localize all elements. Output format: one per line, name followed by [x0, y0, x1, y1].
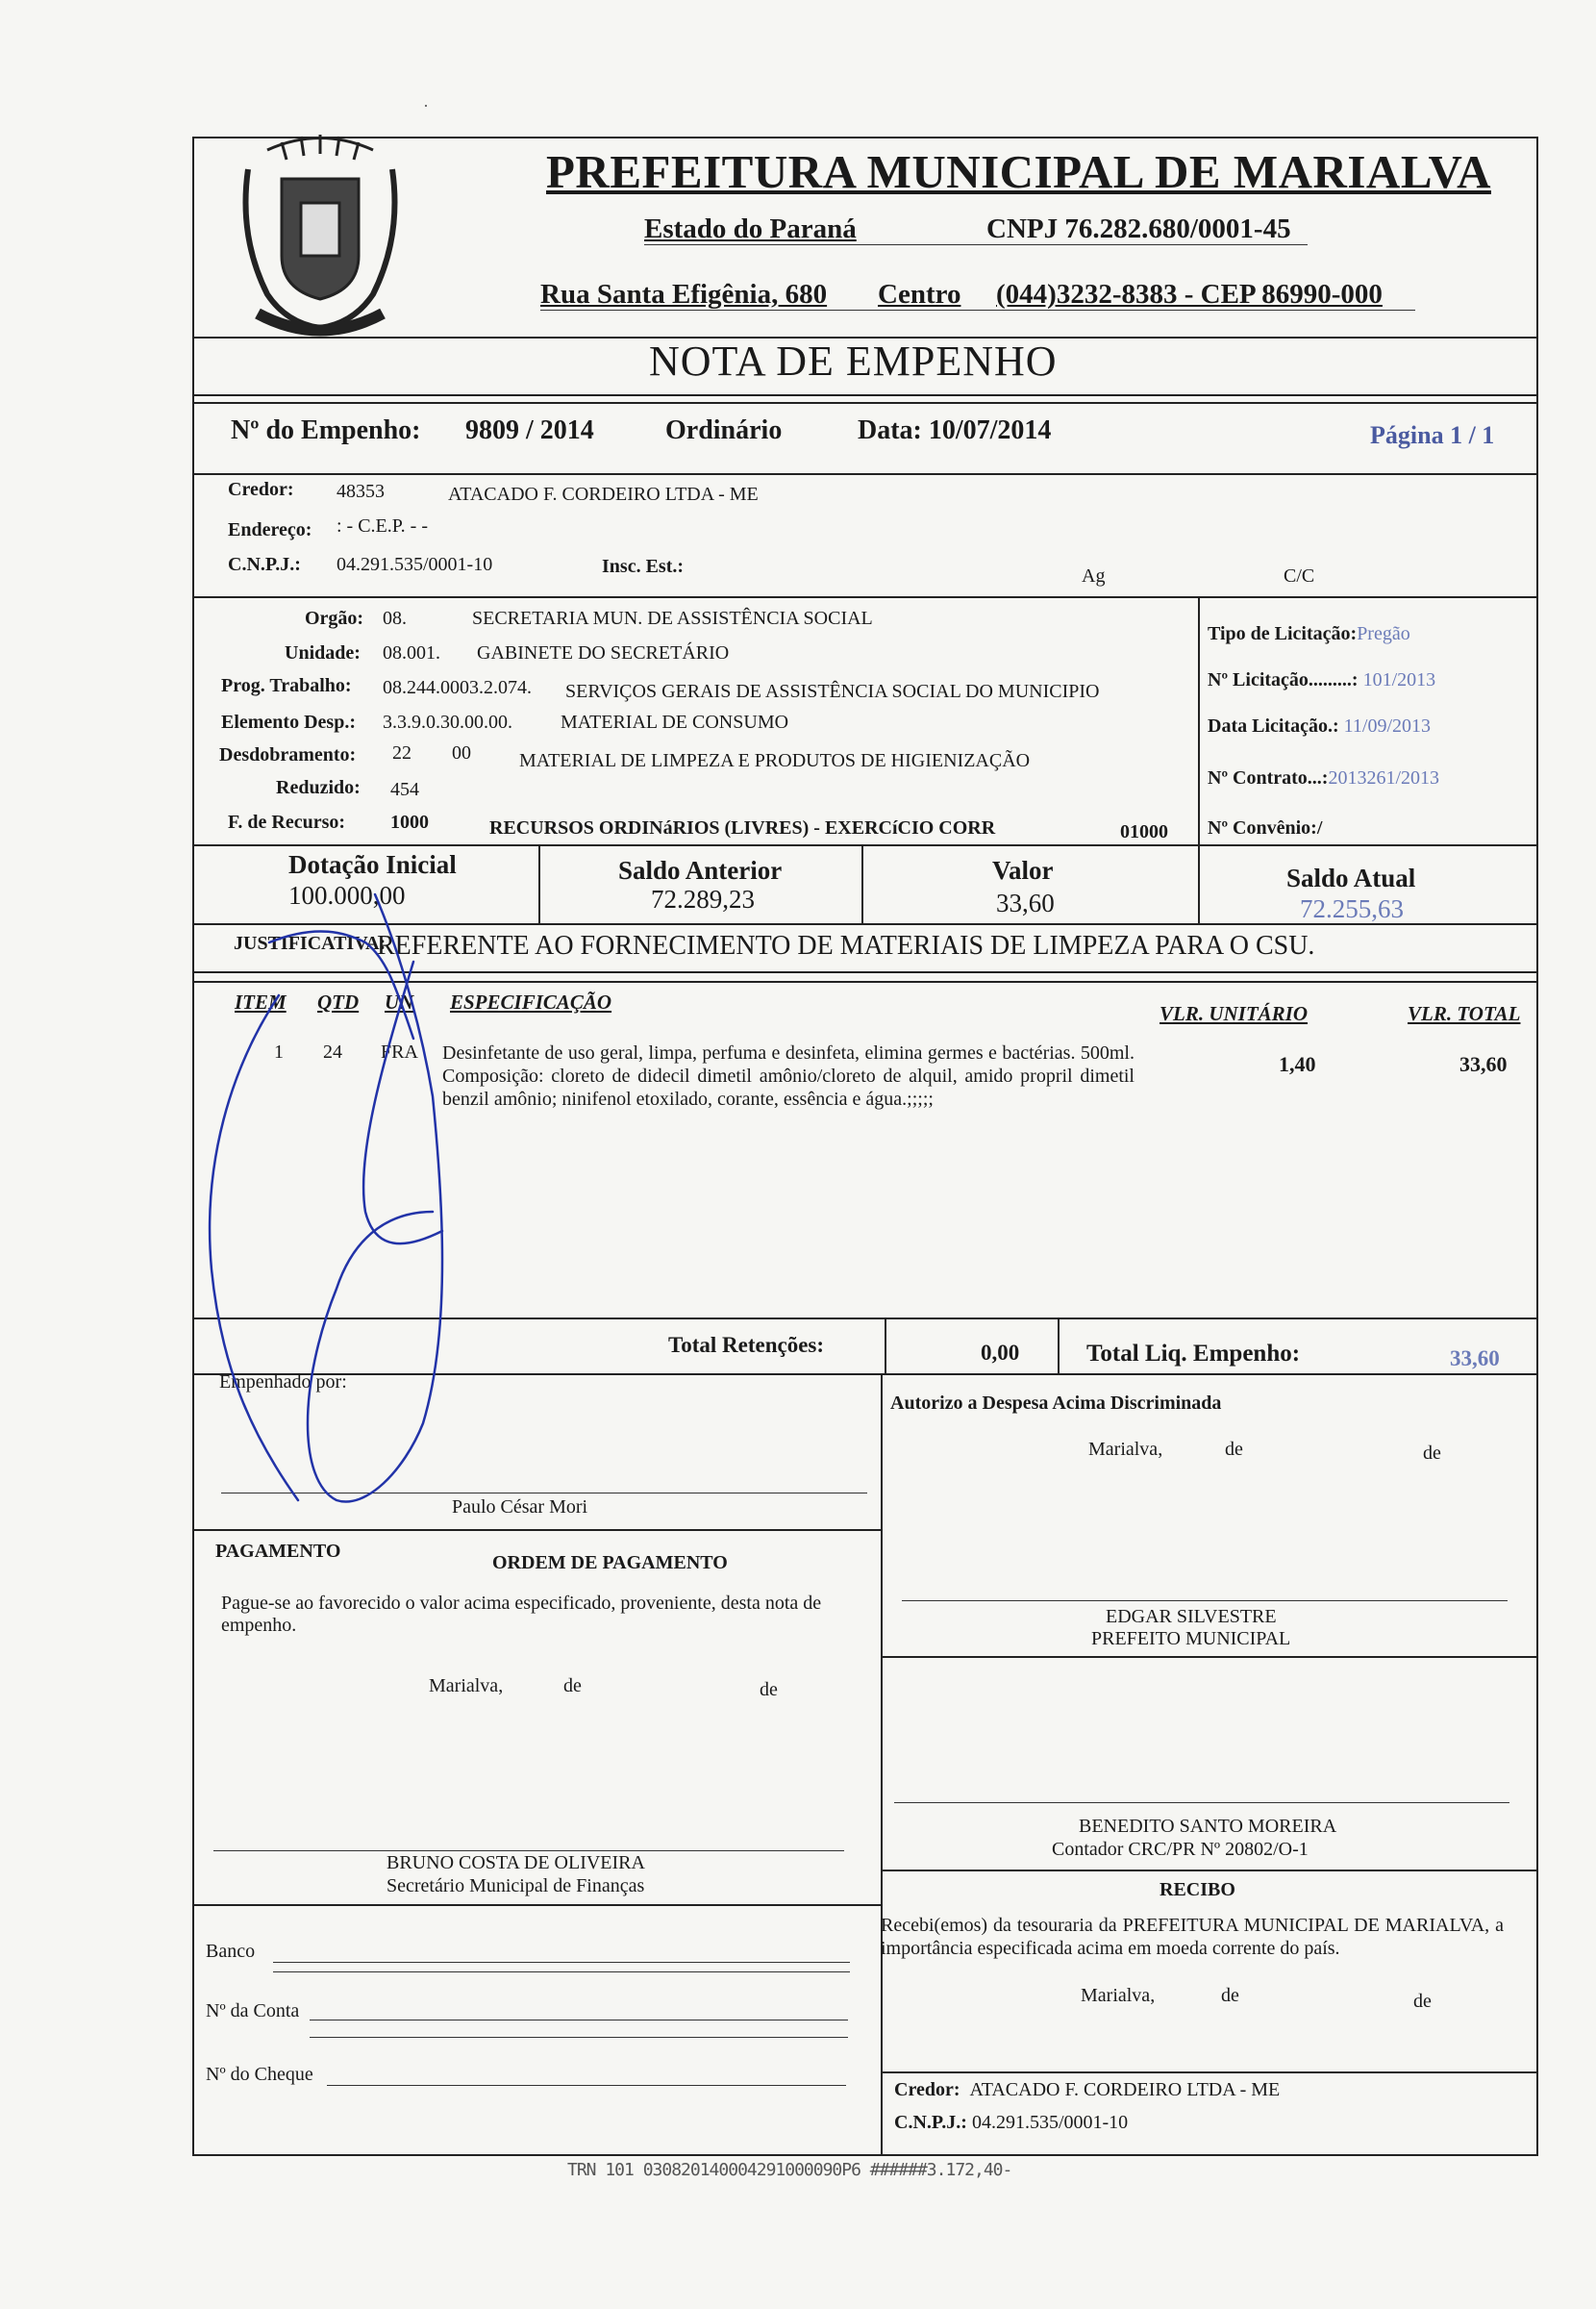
contador-name: BENEDITO SANTO MOREIRA [1079, 1816, 1337, 1837]
recibo-bottom-divider [881, 2071, 1538, 2073]
item-un: FRA [381, 1042, 418, 1063]
valor-label: Valor [992, 856, 1054, 885]
pagamento-de-1: de [563, 1675, 582, 1696]
elemento-code: 3.3.9.0.30.00.00. [383, 712, 512, 733]
autorizo-de-1: de [1225, 1439, 1243, 1460]
secretario-signature-line [213, 1850, 844, 1851]
convenio-label: Nº Convênio:/ [1208, 817, 1323, 839]
recibo-place: Marialva, [1081, 1985, 1156, 2006]
saldo-atual-label: Saldo Atual [1286, 864, 1416, 892]
saldos-sep-3 [1198, 844, 1200, 923]
empenho-type: Ordinário [665, 415, 783, 445]
recibo-cnpj: C.N.P.J.: 04.291.535/0001-10 [894, 2112, 1129, 2133]
col-vlr-unitario: VLR. UNITÁRIO [1160, 1002, 1309, 1025]
document-title: NOTA DE EMPENHO [649, 338, 1058, 385]
address-district: Centro [878, 279, 961, 310]
col-item: ITEM [235, 991, 287, 1014]
banco-label: Banco [206, 1941, 256, 1962]
recibo-text: Recebi(emos) da tesouraria da PREFEITURA MUNICIPAL DE MARIALVA, a importância especificada acima em moeda corrente do país. [881, 1915, 1504, 1959]
address-street: Rua Santa Efigênia, 680 [540, 279, 828, 310]
data-licitacao: Data Licitação.: 11/09/2013 [1208, 715, 1432, 737]
col-especificacao: ESPECIFICAÇÃO [450, 991, 612, 1014]
tipo-licitacao: Tipo de Licitação:Pregão [1208, 623, 1410, 644]
municipality-title: PREFEITURA MUNICIPAL DE MARIALVA [546, 145, 1491, 198]
saldos-sep-2 [861, 844, 863, 923]
empenhado-label: Empenhado por: [219, 1371, 347, 1393]
autorizo-de-2: de [1423, 1443, 1441, 1464]
scan-mark: · [423, 96, 429, 115]
prefeito-divider [881, 1656, 1538, 1658]
col-qtd: QTD [317, 991, 360, 1014]
address-underline [540, 310, 1415, 311]
recibo-de-2: de [1413, 1991, 1432, 2012]
cnpj-value: 04.291.535/0001-10 [337, 554, 493, 575]
desdobramento-label: Desdobramento: [219, 744, 357, 765]
autorizo-place: Marialva, [1088, 1439, 1163, 1460]
address-phone-cep: (044)3232-8383 - CEP 86990-000 [996, 279, 1383, 310]
banco-top-divider [192, 1904, 881, 1906]
secretario-role: Secretário Municipal de Finanças [387, 1875, 645, 1896]
total-liq-value: 33,60 [1450, 1346, 1500, 1370]
recibo-de-1: de [1221, 1985, 1239, 2006]
pagamento-place: Marialva, [429, 1675, 504, 1696]
prefeito-role: PREFEITO MUNICIPAL [1091, 1628, 1291, 1649]
item-qtd: 24 [323, 1042, 342, 1063]
secretario-name: BRUNO COSTA DE OLIVEIRA [387, 1852, 645, 1873]
cnpj-header: CNPJ 76.282.680/0001-45 [986, 213, 1291, 244]
col-un: UN [385, 991, 414, 1014]
endereco-value: : - C.E.P. - - [337, 515, 428, 537]
banco-line-b [273, 1971, 850, 1972]
col-vlr-total: VLR. TOTAL [1408, 1002, 1521, 1025]
pagamento-label: PAGAMENTO [215, 1541, 341, 1562]
retencoes-label: Total Retenções: [668, 1333, 825, 1357]
cheque-line [327, 2085, 846, 2086]
total-liq-label: Total Liq. Empenho: [1086, 1341, 1301, 1367]
empenho-number: 9809 / 2014 [465, 415, 594, 445]
recurso-code: 1000 [390, 812, 429, 833]
orgao-name: SECRETARIA MUN. DE ASSISTÊNCIA SOCIAL [472, 608, 873, 629]
contador-signature-line [894, 1802, 1509, 1803]
prog-label: Prog. Trabalho: [221, 675, 352, 696]
pagamento-text: Pague-se ao favorecido o valor acima especificado, proveniente, desta nota de empenho. [221, 1593, 822, 1636]
recibo-title: RECIBO [1160, 1879, 1235, 1900]
empenho-label: Nº do Empenho: [231, 415, 421, 445]
contador-role: Contador CRC/PR Nº 20802/O-1 [1052, 1839, 1309, 1860]
prefeito-name: EDGAR SILVESTRE [1106, 1606, 1277, 1627]
title-divider-b [192, 402, 1538, 404]
insc-label: Insc. Est.: [602, 556, 685, 577]
empenho-divider [192, 473, 1538, 475]
item-vlr-unitario: 1,40 [1279, 1052, 1316, 1076]
credor-code: 48353 [337, 481, 385, 502]
contrato-licitacao: Nº Contrato...:2013261/2013 [1208, 767, 1440, 789]
recurso-extra: 01000 [1120, 821, 1168, 842]
cheque-label: Nº do Cheque [206, 2064, 313, 2085]
orgao-label: Orgão: [305, 608, 364, 629]
cc-label: C/C [1284, 565, 1315, 587]
dotacao-inicial-value: 100.000,00 [288, 881, 406, 910]
coat-of-arms-logo [229, 131, 411, 348]
reduzido-value: 454 [390, 779, 419, 800]
elemento-label: Elemento Desp.: [221, 712, 356, 733]
justificativa-label: JUSTIFICATIVA: [234, 933, 387, 954]
item-especificacao: Desinfetante de uso geral, limpa, perfuma e desinfeta, elimina germes e bactérias. 500ml. Composição: cloreto de didecil dimetil amônio/cloreto de alquil, amido propril dimetil benzil amônio; ninifenol etoxilado, corante, essência e água.;;;;; [442, 1042, 1135, 1110]
saldo-atual-value: 72.255,63 [1300, 894, 1404, 923]
prefeito-signature-line [902, 1600, 1508, 1601]
reduzido-label: Reduzido: [276, 777, 361, 798]
page-number: Página 1 / 1 [1370, 421, 1495, 449]
elemento-name: MATERIAL DE CONSUMO [561, 712, 789, 733]
pagamento-de-2: de [760, 1679, 778, 1700]
credor-name: ATACADO F. CORDEIRO LTDA - ME [448, 484, 759, 505]
lower-column-separator [881, 1373, 883, 2156]
credor-divider [192, 596, 1538, 598]
desdobramento-name: MATERIAL DE LIMPEZA E PRODUTOS DE HIGIENIZAÇÃO [519, 750, 1031, 771]
desdobramento-a: 22 [392, 742, 411, 764]
prog-name: SERVIÇOS GERAIS DE ASSISTÊNCIA SOCIAL DO MUNICIPIO [565, 681, 1100, 702]
conta-label: Nº da Conta [206, 2000, 300, 2021]
saldo-anterior-label: Saldo Anterior [618, 856, 783, 885]
banco-line [273, 1962, 850, 1963]
autorizo-label: Autorizo a Despesa Acima Discriminada [890, 1393, 1222, 1414]
totais-sep-1 [885, 1318, 886, 1373]
unidade-name: GABINETE DO SECRETÁRIO [477, 642, 730, 664]
numero-licitacao: Nº Licitação.........: 101/2013 [1208, 669, 1436, 690]
state-name: Estado do Paraná [644, 213, 857, 244]
item-vlr-total: 33,60 [1459, 1052, 1508, 1076]
recibo-top-divider [881, 1870, 1538, 1871]
orgao-code: 08. [383, 608, 407, 629]
conta-line-b [310, 2037, 848, 2038]
empenhado-name: Paulo César Mori [452, 1496, 588, 1518]
licitacao-separator [1198, 596, 1200, 850]
justificativa-text: REFERENTE AO FORNECIMENTO DE MATERIAIS DE LIMPEZA PARA O CSU. [377, 931, 1315, 961]
unidade-code: 08.001. [383, 642, 440, 664]
ag-label: Ag [1082, 565, 1106, 587]
ordem-pagamento-title: ORDEM DE PAGAMENTO [492, 1552, 728, 1573]
valor-value: 33,60 [996, 889, 1055, 917]
recurso-label: F. de Recurso: [228, 812, 346, 833]
totais-sep-2 [1058, 1318, 1060, 1373]
item-number: 1 [274, 1042, 284, 1063]
desdobramento-b: 00 [452, 742, 471, 764]
cnpj-label: C.N.P.J.: [228, 554, 301, 575]
bank-stamp: TRN 101 030820140004291000090P6 ######3.172,40- [567, 2160, 1012, 2180]
recibo-credor: Credor: ATACADO F. CORDEIRO LTDA - ME [894, 2079, 1281, 2100]
prog-code: 08.244.0003.2.074. [383, 677, 532, 698]
empenho-date: Data: 10/07/2014 [858, 415, 1052, 445]
handwritten-signature [192, 846, 654, 1558]
credor-label: Credor: [228, 479, 294, 500]
saldo-anterior-value: 72.289,23 [651, 885, 755, 914]
dotacao-inicial-label: Dotação Inicial [288, 850, 457, 879]
recurso-name: RECURSOS ORDINáRIOS (LIVRES) - EXERCíCIO CORR [489, 817, 996, 839]
title-divider-a [192, 394, 1538, 396]
endereco-label: Endereço: [228, 519, 312, 540]
retencoes-value: 0,00 [981, 1341, 1020, 1365]
unidade-label: Unidade: [285, 642, 361, 664]
